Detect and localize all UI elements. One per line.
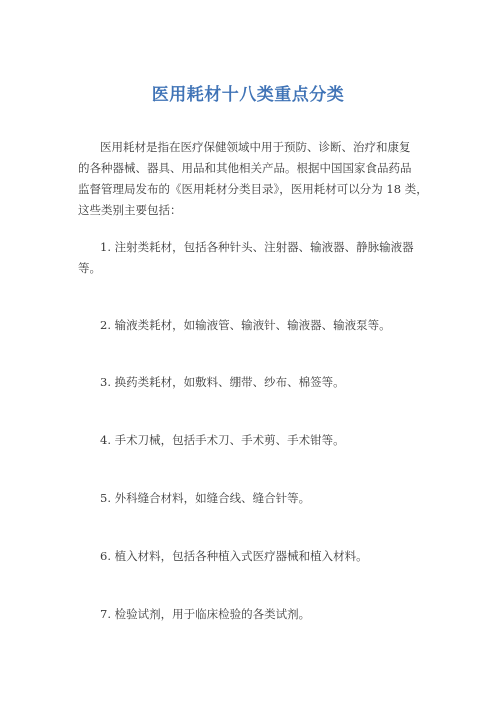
list-item-2 [78, 315, 438, 336]
intro-line: 医用耗材是指在医疗保健领域中用于预防、诊断、治疗和康复 [100, 140, 411, 154]
list-item-6 [78, 546, 438, 567]
list-item-text: 3. 换药类耗材，如敷料、绷带、纱布、棉签等。 [100, 375, 345, 389]
list-item-7 [78, 604, 438, 625]
list-item-text: 4. 手术刀械，包括手术刀、手术剪、手术钳等。 [100, 433, 345, 447]
list-item-text: 7. 检验试剂，用于临床检验的各类试剂。 [100, 607, 311, 621]
list-item-text: 2. 输液类耗材，如输液管、输液针、输液器、输液泵等。 [100, 318, 391, 332]
document-title: 医用耗材十八类重点分类 [151, 85, 345, 105]
list-item-text: 等。 [78, 261, 101, 275]
list-item-1 [78, 237, 438, 279]
list-item-text: 1. 注射类耗材，包括各种针头、注射器、输液器、静脉输液器 [100, 240, 414, 254]
list-item-text: 6. 植入材料，包括各种植入式医疗器械和植入材料。 [100, 549, 368, 563]
list-item-4 [78, 430, 438, 451]
intro-line: 监督管理局发布的《医用耗材分类目录》，医用耗材可以分为 18 类， [78, 182, 428, 196]
intro-paragraph [78, 137, 438, 221]
list-item-text: 5. 外科缝合材料，如缝合线、缝合针等。 [100, 491, 311, 505]
list-item-5 [78, 488, 438, 509]
intro-line: 的各种器械、器具、用品和其他相关产品。根据中国国家食品药品 [78, 161, 412, 175]
list-item-3 [78, 372, 438, 393]
intro-line: 这些类别主要包括： [78, 203, 182, 217]
